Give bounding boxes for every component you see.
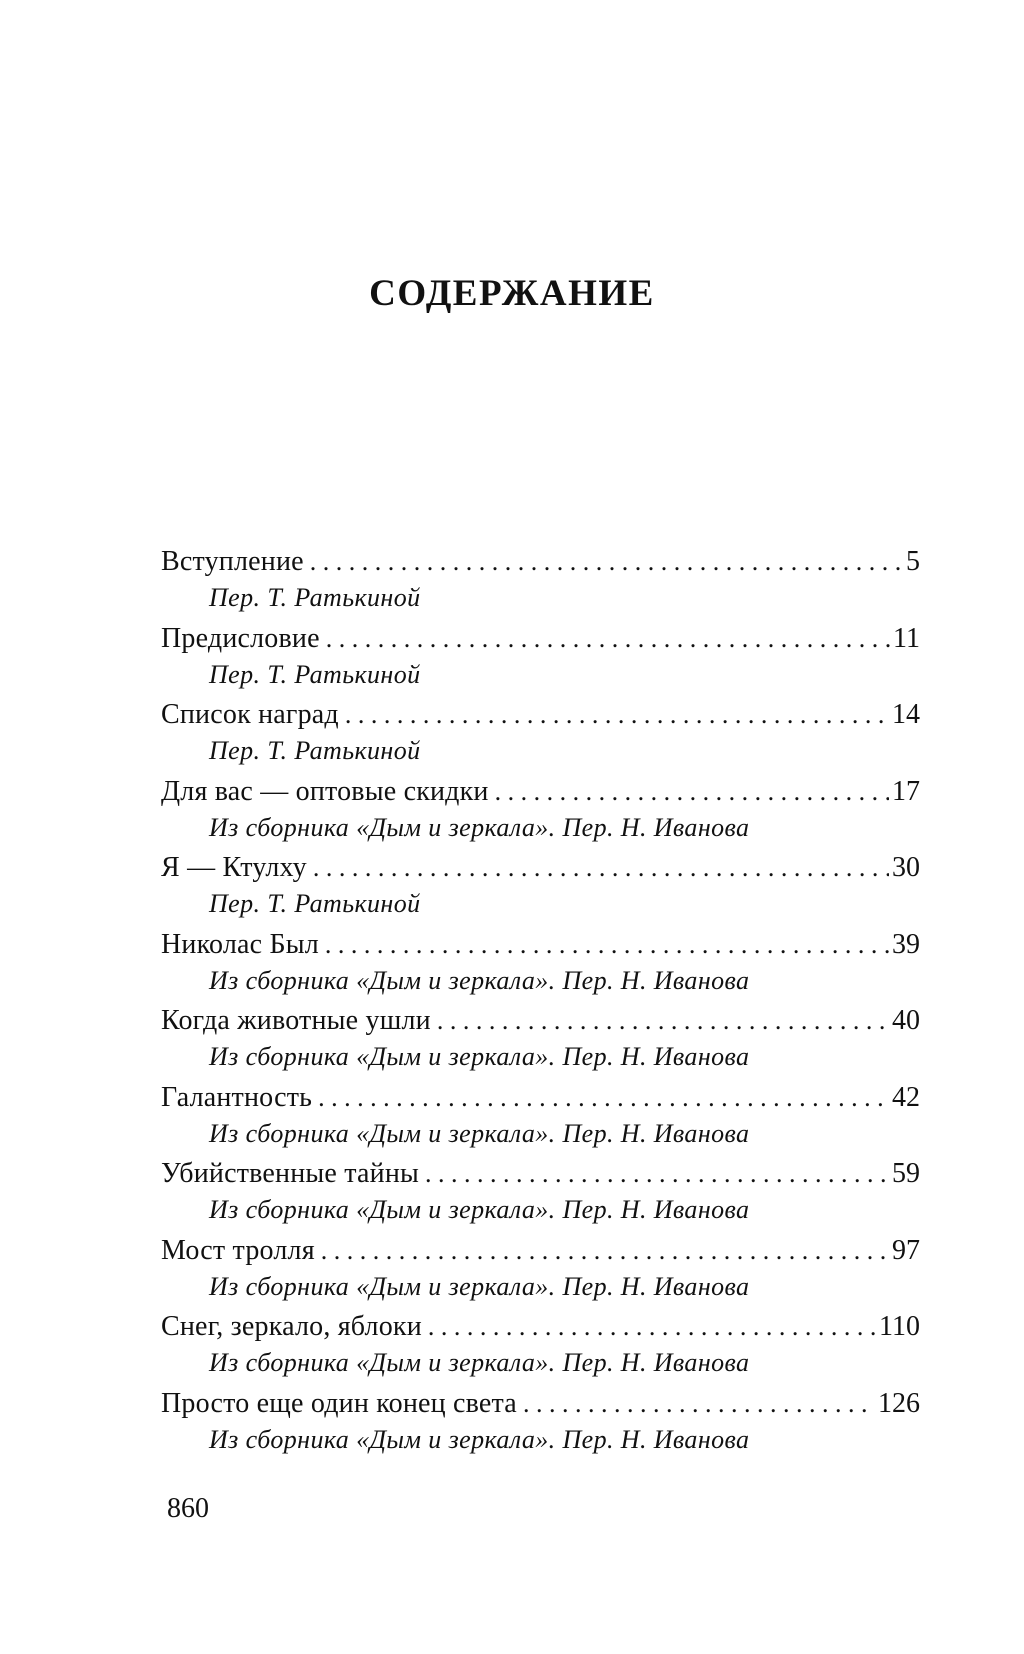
toc-entry-title: Снег, зеркало, яблоки — [161, 1311, 422, 1342]
toc-entry-source: Из сборника «Дым и зеркала». Пер. Н. Иванова — [209, 1195, 750, 1224]
toc-entry-page: 97 — [892, 1234, 920, 1266]
toc-entry-source: Из сборника «Дым и зеркала». Пер. Н. Иванова — [209, 1271, 750, 1301]
toc-entry-line — [161, 773, 920, 811]
table-of-contents — [161, 543, 920, 1461]
toc-entry-8 — [161, 1079, 920, 1156]
dot-leader — [345, 696, 889, 734]
toc-entry-12 — [161, 1385, 920, 1462]
toc-entry-2 — [161, 620, 920, 697]
page-number: 860 — [167, 1493, 209, 1524]
toc-entry-line — [161, 1308, 920, 1346]
dot-leader — [425, 1155, 889, 1193]
toc-entry-source: Из сборника «Дым и зеркала». Пер. Н. Иванова — [209, 965, 750, 995]
toc-entry-page: 126 — [878, 1387, 920, 1419]
toc-entry-title: Предисловие — [161, 622, 320, 654]
toc-entry-page: 17 — [892, 775, 920, 807]
dot-leader — [523, 1385, 875, 1423]
dot-leader — [437, 1002, 889, 1040]
dot-leader — [310, 543, 903, 581]
toc-entry-line — [161, 1002, 920, 1040]
toc-entry-source: Пер. Т. Ратькиной — [209, 659, 421, 689]
dot-leader — [495, 773, 889, 811]
toc-entry-title: Мост тролля — [161, 1234, 315, 1266]
page-title: СОДЕРЖАНИЕ — [369, 273, 655, 314]
toc-entry-title: Николас Был — [161, 928, 319, 960]
toc-entry-11 — [161, 1308, 920, 1385]
toc-entry-4 — [161, 773, 920, 850]
toc-entry-title: Список наград — [161, 699, 339, 730]
toc-entry-5 — [161, 849, 920, 926]
toc-entry-source: Из сборника «Дым и зеркала». Пер. Н. Иванова — [209, 1118, 750, 1148]
toc-entry-source: Из сборника «Дым и зеркала». Пер. Н. Иванова — [209, 1042, 750, 1071]
toc-entry-page: 5 — [906, 546, 920, 577]
toc-entry-page: 30 — [892, 852, 920, 883]
toc-entry-page: 39 — [892, 928, 920, 960]
dot-leader — [318, 1079, 889, 1117]
dot-leader — [326, 620, 890, 658]
toc-entry-source: Пер. Т. Ратькиной — [209, 736, 421, 765]
toc-entry-line — [161, 849, 920, 887]
toc-entry-page: 42 — [892, 1081, 920, 1113]
toc-entry-source: Из сборника «Дым и зеркала». Пер. Н. Иванова — [209, 1348, 750, 1377]
toc-entry-page: 14 — [892, 699, 920, 730]
toc-entry-title: Для вас — оптовые скидки — [161, 775, 489, 807]
toc-entry-line — [161, 696, 920, 734]
toc-entry-3 — [161, 696, 920, 773]
toc-entry-title: Галантность — [161, 1081, 313, 1113]
toc-entry-line — [161, 1232, 920, 1270]
dot-leader — [325, 926, 889, 964]
toc-entry-line — [161, 926, 920, 964]
toc-entry-7 — [161, 1002, 920, 1079]
toc-entry-source: Из сборника «Дым и зеркала». Пер. Н. Иванова — [209, 1424, 750, 1454]
toc-entry-title: Вступление — [161, 546, 304, 577]
toc-entry-line — [161, 1155, 920, 1193]
toc-entry-title: Убийственные тайны — [161, 1158, 420, 1189]
toc-entry-9 — [161, 1155, 920, 1232]
toc-entry-title: Я — Ктулху — [161, 852, 307, 883]
dot-leader — [428, 1308, 876, 1346]
toc-entry-line — [161, 543, 920, 581]
toc-entry-line — [161, 1079, 920, 1117]
toc-entry-source: Пер. Т. Ратькиной — [209, 889, 421, 918]
toc-entry-title: Когда животные ушли — [161, 1005, 431, 1036]
toc-entry-line — [161, 1385, 920, 1423]
dot-leader — [321, 1232, 889, 1270]
toc-entry-page: 11 — [893, 622, 920, 654]
toc-entry-6 — [161, 926, 920, 1003]
toc-entry-source: Из сборника «Дым и зеркала». Пер. Н. Иванова — [209, 812, 750, 842]
toc-entry-title: Просто еще один конец света — [161, 1387, 517, 1419]
toc-entry-page: 40 — [892, 1005, 920, 1036]
toc-entry-10 — [161, 1232, 920, 1309]
toc-entry-line — [161, 620, 920, 658]
toc-entry-page: 59 — [892, 1158, 920, 1189]
toc-entry-page: 110 — [879, 1311, 920, 1342]
toc-entry-1 — [161, 543, 920, 620]
dot-leader — [313, 849, 889, 887]
toc-entry-source: Пер. Т. Ратькиной — [209, 583, 421, 612]
